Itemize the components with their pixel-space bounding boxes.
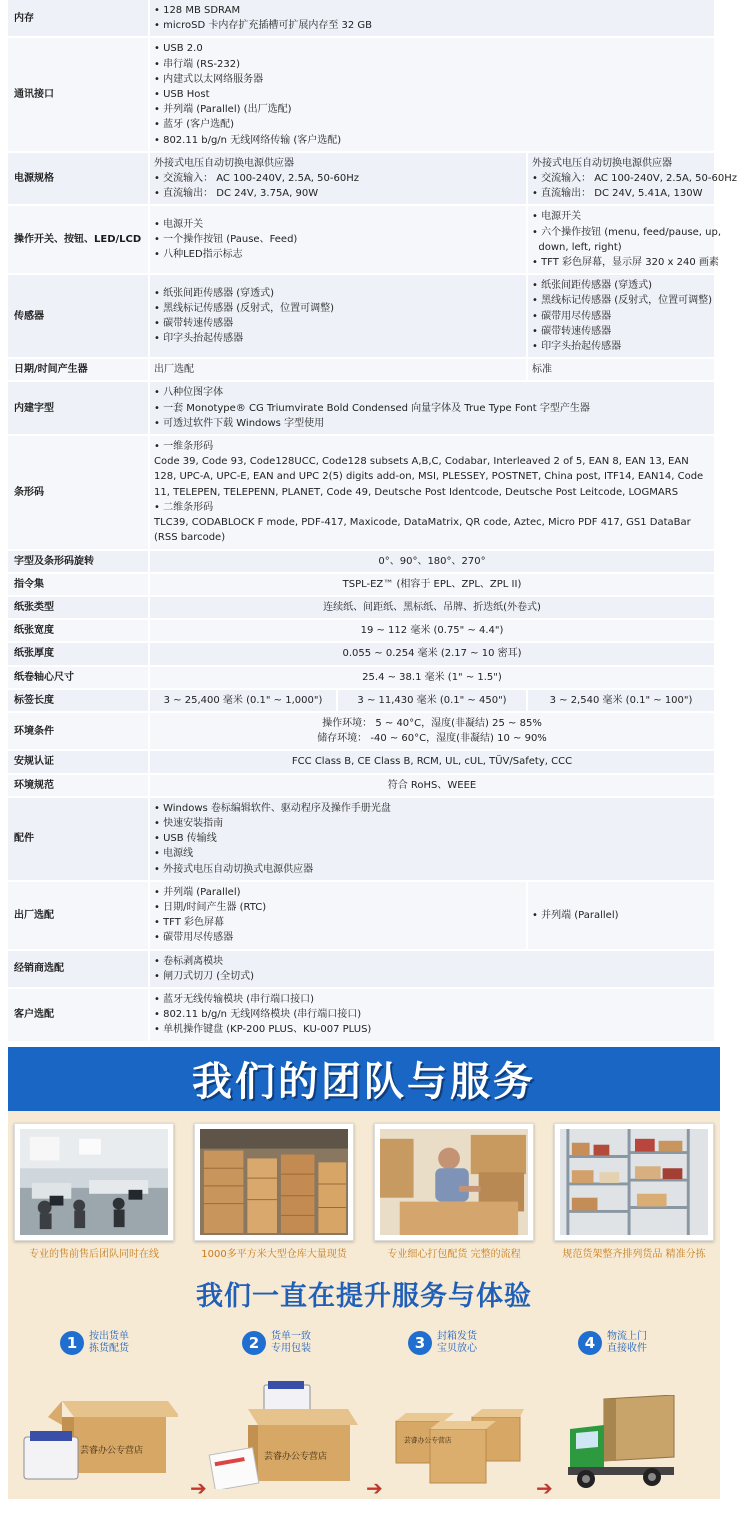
spec-label: 通讯接口 xyxy=(8,38,148,150)
spec-value xyxy=(150,620,714,641)
spec-value xyxy=(150,951,714,987)
spec-line: • 直流输出： DC 24V, 3.75A, 90W xyxy=(154,188,319,200)
spec-value xyxy=(528,275,714,357)
spec-line: 3 ~ 25,400 毫米 (0.1" ~ 1,000") xyxy=(163,694,323,706)
step-line-1: 按出货单 xyxy=(89,1330,129,1342)
spec-line: FCC Class B, CE Class B, RCM, UL, cUL, TÜV/Safety, CCC xyxy=(291,756,573,768)
spec-line: TLC39, CODABLOCK F mode, PDF-417, Maxicode, DataMatrix, QR code, Aztec, Micro PDF 417, GS1 DataBar (RSS barcode) xyxy=(154,517,691,544)
spec-label: 环境规范 xyxy=(8,775,148,796)
warehouse-photo-icon xyxy=(200,1129,348,1235)
spec-line: • 并列端 (Parallel) xyxy=(532,909,619,921)
spec-line: • 碳带用尽传感器 xyxy=(154,932,234,944)
spec-label: 经销商选配 xyxy=(8,951,148,987)
spec-value xyxy=(150,0,714,36)
spec-label: 纸张宽度 xyxy=(8,620,148,641)
spec-line: • 蓝牙 (客户选配) xyxy=(154,119,235,131)
photo-card-warehouse xyxy=(194,1123,354,1260)
step-line-1: 物流上门 xyxy=(607,1330,647,1342)
process-steps xyxy=(8,1321,720,1531)
spec-value xyxy=(150,551,714,572)
photo-caption: 规范货架整齐排列货品 精准分拣 xyxy=(562,1248,706,1260)
spec-line: • 单机操作键盘 (KP-200 PLUS、KU-007 PLUS) xyxy=(154,1024,372,1036)
step-line-2: 直接收件 xyxy=(607,1342,647,1354)
spec-line: • 碳带转速传感器 xyxy=(154,318,234,330)
spec-line: • 一维条形码 xyxy=(154,441,214,453)
step-2 xyxy=(242,1331,311,1355)
step-3 xyxy=(408,1331,477,1355)
spec-line: 储存环境： -40 ~ 60°C，湿度(非凝结) 10 ~ 90% xyxy=(317,733,547,745)
spec-label: 标签长度 xyxy=(8,690,148,711)
spec-line: • 碳带转速传感器 xyxy=(532,325,612,337)
spec-value xyxy=(528,206,722,273)
arrow-icon: ➔ xyxy=(366,1475,383,1500)
spec-line: 3 ~ 2,540 毫米 (0.1" ~ 100") xyxy=(549,694,693,706)
spec-line: • 六个操作按钮 (menu, feed/pause, up, xyxy=(532,226,722,238)
spec-label: 指令集 xyxy=(8,574,148,595)
shelf-photo-icon xyxy=(560,1129,708,1235)
spec-line: • 日期/时间产生器 (RTC) xyxy=(154,901,267,913)
arrow-icon: ➔ xyxy=(190,1475,207,1500)
spec-value xyxy=(528,359,714,380)
spec-value xyxy=(150,882,526,949)
spec-value xyxy=(150,574,714,595)
spec-label: 条形码 xyxy=(8,436,148,548)
spec-line: • TFT 彩色屏幕 xyxy=(154,917,225,929)
spec-line: 符合 RoHS、WEEE xyxy=(387,779,477,791)
service-banner xyxy=(8,1047,720,1111)
spec-value xyxy=(150,359,526,380)
photo-caption: 专业细心打包配货 完整的流程 xyxy=(387,1248,521,1260)
spec-line: • USB Host xyxy=(154,89,210,101)
photo-caption: 专业的售前售后团队同时在线 xyxy=(29,1248,159,1260)
spec-value xyxy=(150,38,714,150)
spec-line: TSPL-EZ™ (相容于 EPL、ZPL、ZPL II) xyxy=(342,578,522,590)
spec-line: 25.4 ~ 38.1 毫米 (1" ~ 1.5") xyxy=(362,671,502,683)
spec-line: • 八种位图字体 xyxy=(154,387,224,399)
spec-line: Code 39, Code 93, Code128UCC, Code128 subsets A,B,C, Codabar, Interleaved 2 of 5, EAN 8, EAN 13, EAN 128, UPC-A, UPC-E, EAN and UPC 2(5) digits add-on, MSI, PLESSEY, POSTNET, China post, ITF14, EAN14, Code 11, TELEPEN, TELEPENN, PLANET, Code 49, Deutsche Post Identcode, Deutsche Post Leitcode, LOGMARS xyxy=(154,456,704,498)
photo-card-packing xyxy=(374,1123,534,1260)
spec-line: • 内建式以太网络服务器 xyxy=(154,73,264,85)
spec-line: • 印字头抬起传感器 xyxy=(532,341,622,353)
spec-line: 外接式电压自动切换电源供应器 xyxy=(154,157,294,169)
spec-label: 安规认证 xyxy=(8,751,148,772)
spec-line: • 串行端 (RS-232) xyxy=(154,58,241,70)
spec-label: 字型及条形码旋转 xyxy=(8,551,148,572)
spec-value xyxy=(528,153,737,205)
step-1 xyxy=(60,1331,129,1355)
spec-label: 纸卷轴心尺寸 xyxy=(8,667,148,688)
delivery-truck-icon xyxy=(564,1395,676,1493)
spec-label: 出厂选配 xyxy=(8,882,148,949)
spec-line: 外接式电压自动切换电源供应器 xyxy=(532,157,672,169)
spec-label: 操作开关、按钮、LED/LCD xyxy=(8,206,148,273)
step-line-2: 拣货配货 xyxy=(89,1342,129,1354)
spec-line: • 卷标剥离模块 xyxy=(154,955,224,967)
spec-line: 出厂选配 xyxy=(154,364,194,376)
page xyxy=(8,0,737,1500)
spec-line: 0°、90°、180°、270° xyxy=(378,555,486,567)
photo-card-shelf xyxy=(554,1123,714,1260)
spec-value xyxy=(150,436,714,548)
spec-line: • 交流输入： AC 100-240V, 2.5A, 50-60Hz xyxy=(532,173,737,185)
spec-value xyxy=(150,690,336,711)
spec-line: • 并列端 (Parallel) (出厂选配) xyxy=(154,104,292,116)
spec-line: • 快速安装指南 xyxy=(154,817,224,829)
spec-line: • 电源开关 xyxy=(532,211,582,223)
spec-line: • 电源开关 xyxy=(154,219,204,231)
step-line-1: 封箱发货 xyxy=(437,1330,477,1342)
spec-label: 环境条件 xyxy=(8,713,148,749)
spec-line: • 蓝牙无线传输模块 (串行端口接口) xyxy=(154,993,315,1005)
spec-line: • 并列端 (Parallel) xyxy=(154,886,241,898)
packing-photo-icon xyxy=(380,1129,528,1235)
photo-row xyxy=(8,1111,720,1260)
spec-value xyxy=(150,989,714,1041)
spec-line: 3 ~ 11,430 毫米 (0.1" ~ 450") xyxy=(357,694,507,706)
spec-line: • 可透过软件下载 Windows 字型使用 xyxy=(154,417,325,429)
service-section xyxy=(8,1111,720,1499)
box-label: 芸睿办公专营店 xyxy=(80,1445,144,1456)
spec-line: • 直流输出： DC 24V, 5.41A, 130W xyxy=(532,188,703,200)
spec-value xyxy=(150,643,714,664)
banner-title: 我们的团队与服务 xyxy=(192,1059,536,1106)
spec-line: • 电源线 xyxy=(154,848,194,860)
spec-value xyxy=(150,275,526,357)
spec-value xyxy=(150,667,714,688)
spec-label: 客户选配 xyxy=(8,989,148,1041)
service-subtitle: 我们一直在提升服务与体验 xyxy=(196,1280,532,1312)
spec-line: • 一套 Monotype® CG Triumvirate Bold Condensed 向量字体及 True Type Font 字型产生器 xyxy=(154,402,590,414)
spec-value xyxy=(150,382,714,434)
packed-box-icon xyxy=(208,1379,358,1489)
photo-card-office xyxy=(14,1123,174,1260)
spec-line: • USB 传输线 xyxy=(154,833,217,845)
spec-label: 纸张类型 xyxy=(8,597,148,618)
spec-line: • 印字头抬起传感器 xyxy=(154,333,244,345)
spec-line: 0.055 ~ 0.254 毫米 (2.17 ~ 10 密耳) xyxy=(342,648,522,660)
box-label: 芸睿办公专营店 xyxy=(404,1436,452,1444)
spec-line: 19 ~ 112 毫米 (0.75" ~ 4.4") xyxy=(360,625,504,637)
office-photo-icon xyxy=(20,1129,168,1235)
spec-value xyxy=(150,798,714,880)
spec-line: • 闸刀式切刀 (全切式) xyxy=(154,970,255,982)
spec-value xyxy=(338,690,526,711)
spec-value xyxy=(528,690,714,711)
spec-line: • TFT 彩色屏幕，显示屏 320 x 240 画素 xyxy=(532,257,719,269)
step-4 xyxy=(578,1331,647,1355)
spec-label: 传感器 xyxy=(8,275,148,357)
box-label: 芸睿办公专营店 xyxy=(264,1451,328,1462)
spec-line: • 黑线标记传感器 (反射式，位置可调整) xyxy=(154,303,335,315)
step-number: 2 xyxy=(242,1331,266,1355)
spec-line: • USB 2.0 xyxy=(154,43,203,55)
spec-line: • 一个操作按钮 (Pause、Feed) xyxy=(154,234,298,246)
spec-label: 电源规格 xyxy=(8,153,148,205)
spec-value xyxy=(150,597,714,618)
spec-line: • 纸张间距传感器 (穿透式) xyxy=(154,287,275,299)
step-line-2: 专用包装 xyxy=(271,1342,311,1354)
spec-label: 内建字型 xyxy=(8,382,148,434)
step-line-1: 货单一致 xyxy=(271,1330,311,1342)
spec-label: 配件 xyxy=(8,798,148,880)
spec-line: down, left, right) xyxy=(532,241,622,253)
spec-line: • 交流输入： AC 100-240V, 2.5A, 50-60Hz xyxy=(154,173,359,185)
photo-caption: 1000多平方米大型仓库大量现货 xyxy=(201,1248,347,1260)
spec-table xyxy=(8,0,737,1041)
spec-value xyxy=(150,206,526,273)
spec-line: • 八种LED指示标志 xyxy=(154,249,243,261)
arrow-icon: ➔ xyxy=(536,1475,553,1500)
spec-line: 标准 xyxy=(532,364,552,376)
spec-line: 操作环境： 5 ~ 40°C，湿度(非凝结) 25 ~ 85% xyxy=(322,717,542,729)
spec-line: • 二维条形码 xyxy=(154,501,214,513)
spec-line: • 纸张间距传感器 (穿透式) xyxy=(532,280,653,292)
spec-label: 内存 xyxy=(8,0,148,36)
step-line-2: 宝贝放心 xyxy=(437,1342,477,1354)
spec-label: 日期/时间产生器 xyxy=(8,359,148,380)
step-number: 3 xyxy=(408,1331,432,1355)
spec-line: • 802.11 b/g/n 无线网络模块 (串行端口接口) xyxy=(154,1009,362,1021)
spec-line: 连续纸、间距纸、黑标纸、吊牌、折迭纸(外卷式) xyxy=(323,601,541,613)
spec-value xyxy=(150,775,714,796)
spec-line: • 802.11 b/g/n 无线网络传输 (客户选配) xyxy=(154,134,342,146)
step-number: 4 xyxy=(578,1331,602,1355)
spec-label: 纸张厚度 xyxy=(8,643,148,664)
spec-value xyxy=(150,153,526,205)
spec-line: • 外接式电压自动切换式电源供应器 xyxy=(154,863,314,875)
spec-line: • 128 MB SDRAM xyxy=(154,5,241,16)
spec-line: • 碳带用尽传感器 xyxy=(532,310,612,322)
spec-value xyxy=(528,882,714,949)
spec-line: • 黑线标记传感器 (反射式，位置可调整) xyxy=(532,295,713,307)
spec-value xyxy=(150,713,714,749)
spec-line: • microSD 卡内存扩充插槽可扩展内存至 32 GB xyxy=(154,20,373,32)
step-number: 1 xyxy=(60,1331,84,1355)
spec-line: • Windows 卷标编辑软件、驱动程序及操作手册光盘 xyxy=(154,802,391,814)
spec-value xyxy=(150,751,714,772)
open-box-icon xyxy=(18,1385,178,1485)
